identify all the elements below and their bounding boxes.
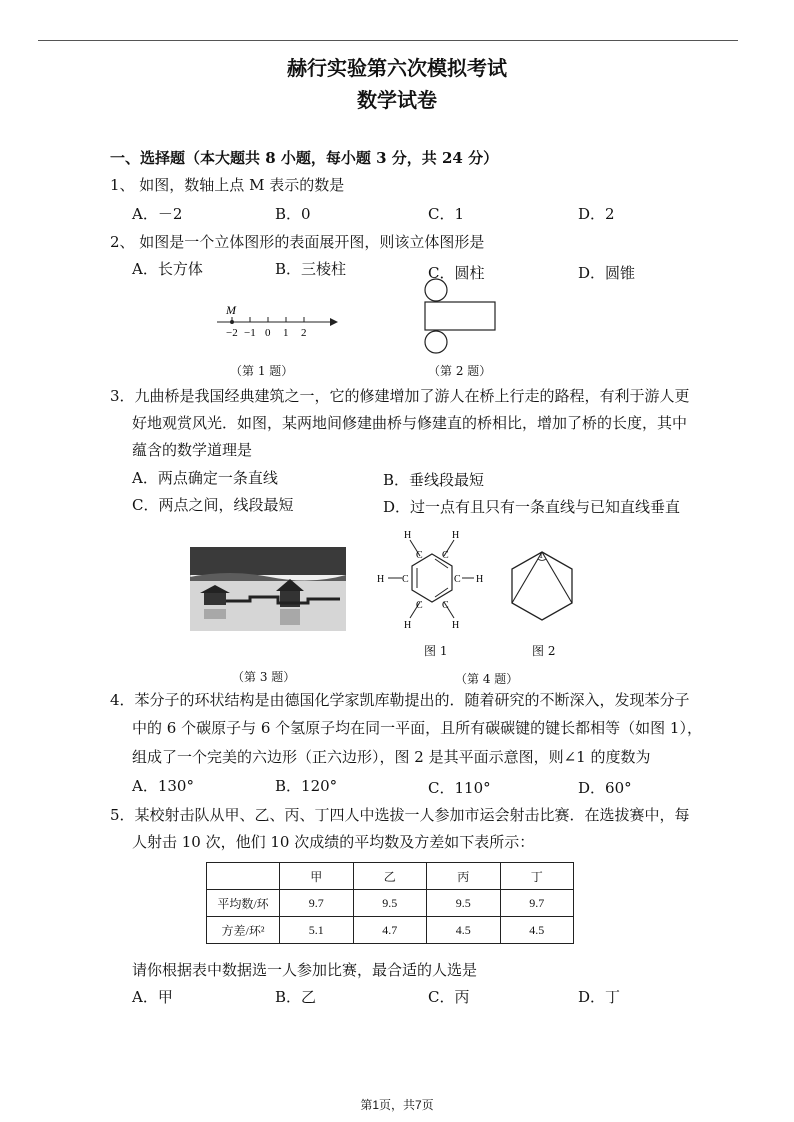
q2-option-b[interactable]: B．三棱柱 xyxy=(275,260,347,278)
table-header-row xyxy=(207,863,574,890)
table-cell: 9.7 xyxy=(500,890,574,917)
question-4-line-1: 4．苯分子的环状结构是由德国化学家凯库勒提出的．随着研究的不断深入，发现苯分子 xyxy=(110,691,690,709)
question-5-line-2: 人射击 10 次，他们 10 次成绩的平均数及方差如下表所示： xyxy=(132,833,535,851)
table-cell: 平均数/环 xyxy=(207,890,280,917)
carbon-label: C xyxy=(442,550,449,561)
lateral-rectangle xyxy=(425,302,495,330)
q2-option-c[interactable]: C．圆柱 xyxy=(428,264,485,282)
table-header-cell: 乙 xyxy=(353,863,427,890)
table-header-cell xyxy=(207,863,280,890)
bridge-photo xyxy=(190,547,346,631)
tick-label: 0 xyxy=(265,327,271,339)
hydrogen-label: H xyxy=(476,574,484,585)
table-cell: 4.5 xyxy=(427,917,501,944)
q2-option-a[interactable]: A．长方体 xyxy=(132,260,203,278)
angle-1-label: 1 xyxy=(539,551,543,560)
point-m xyxy=(230,320,234,324)
table-cell: 方差/环² xyxy=(207,917,280,944)
q2-option-d[interactable]: D．圆锥 xyxy=(578,264,636,282)
question-5-line-1: 5．某校射击队从甲、乙、丙、丁四人中选拔一人参加市运会射击比赛．在选拔赛中，每 xyxy=(110,806,690,824)
top-rule xyxy=(38,40,738,41)
q5-option-c[interactable]: C．丙 xyxy=(428,988,470,1006)
question-4-line-2: 中的 6 个碳原子与 6 个氢原子均在同一平面，且所有碳碳键的键长都相等（如图 1）， xyxy=(132,719,702,737)
hexagon-figure xyxy=(506,548,578,624)
top-circle xyxy=(425,279,447,301)
pavilion-left xyxy=(204,593,226,605)
question-3-line-3: 蕴含的数学道理是 xyxy=(132,441,253,459)
question-5-prompt: 请你根据表中数据选一人参加比赛，最合适的人选是 xyxy=(132,961,478,979)
q4-option-d[interactable]: D．60° xyxy=(578,779,632,797)
regular-hexagon xyxy=(512,552,572,620)
hexagon-diagonal xyxy=(542,552,572,603)
photo-trees xyxy=(190,547,346,575)
table-cell: 9.7 xyxy=(280,890,354,917)
question-2-text: 2、 如图是一个立体图形的表面展开图，则该立体图形是 xyxy=(110,233,485,251)
pavilion-right xyxy=(280,591,300,607)
number-line-arrow xyxy=(330,318,338,326)
q3-option-b[interactable]: B．垂线段最短 xyxy=(383,471,485,489)
q5-option-d[interactable]: D．丁 xyxy=(578,988,621,1006)
tick-label: 1 xyxy=(283,327,289,339)
hydrogen-label: H xyxy=(404,530,412,541)
question-1-text: 1、 如图，数轴上点 M 表示的数是 xyxy=(110,176,345,194)
hydrogen-label: H xyxy=(452,530,460,541)
tick-label: −2 xyxy=(226,327,238,339)
carbon-label: C xyxy=(402,574,409,585)
benzene-ring xyxy=(412,554,452,602)
tick-label: 2 xyxy=(301,327,307,339)
q2-caption: （第 2 题） xyxy=(428,364,492,378)
number-line-figure xyxy=(212,300,342,342)
question-3-line-2: 好地观赏风光．如图，某两地间修建曲桥与修建直的桥相比，增加了桥的长度，其中 xyxy=(132,414,688,432)
carbon-label: C xyxy=(442,600,449,611)
table-cell: 9.5 xyxy=(353,890,427,917)
q1-option-d[interactable]: D．2 xyxy=(578,205,615,223)
table-row xyxy=(207,890,574,917)
hydrogen-label: H xyxy=(404,620,412,631)
page-footer: 第1页，共7页 xyxy=(360,1098,434,1112)
hydrogen-label: H xyxy=(452,620,460,631)
q3-option-d[interactable]: D．过一点有且只有一条直线与已知直线垂直 xyxy=(383,498,681,516)
hexagon-diagonal xyxy=(512,552,542,603)
carbon-label: C xyxy=(454,574,461,585)
q1-option-a[interactable]: A．－2 xyxy=(132,205,183,223)
q3-option-a[interactable]: A．两点确定一条直线 xyxy=(132,469,278,487)
q1-caption: （第 1 题） xyxy=(230,364,294,378)
q1-option-c[interactable]: C．1 xyxy=(428,205,465,223)
table-cell: 5.1 xyxy=(280,917,354,944)
q5-option-a[interactable]: A．甲 xyxy=(132,988,173,1006)
table-cell: 4.7 xyxy=(353,917,427,944)
question-3-line-1: 3．九曲桥是我国经典建筑之一，它的修建增加了游人在桥上行走的路程，有利于游人更 xyxy=(110,387,690,405)
table-cell: 4.5 xyxy=(500,917,574,944)
table-header-cell: 甲 xyxy=(280,863,354,890)
fig1-label: 图 1 xyxy=(424,644,448,658)
scores-table xyxy=(206,862,574,944)
exam-subtitle: 数学试卷 xyxy=(357,88,437,112)
carbon-label: C xyxy=(416,550,423,561)
q4-caption: （第 4 题） xyxy=(455,672,519,686)
q4-option-c[interactable]: C．110° xyxy=(428,779,491,797)
q4-option-a[interactable]: A．130° xyxy=(132,777,194,795)
section-heading: 一、选择题（本大题共 8 小题，每小题 3 分，共 24 分） xyxy=(110,149,499,167)
cylinder-net-figure xyxy=(418,276,500,356)
table-header-cell: 丁 xyxy=(500,863,574,890)
table-row xyxy=(207,917,574,944)
exam-title: 赫行实验第六次模拟考试 xyxy=(287,56,507,80)
point-m-label: M xyxy=(226,303,236,317)
tick-label: −1 xyxy=(244,327,256,339)
table-cell: 9.5 xyxy=(427,890,501,917)
q4-option-b[interactable]: B．120° xyxy=(275,777,338,795)
question-4-line-3: 组成了一个完美的六边形（正六边形），图 2 是其平面示意图，则∠1 的度数为 xyxy=(132,748,651,766)
carbon-label: C xyxy=(416,600,423,611)
benzene-structure-figure xyxy=(374,524,490,636)
fig2-label: 图 2 xyxy=(532,644,556,658)
q1-option-b[interactable]: B．0 xyxy=(275,205,311,223)
q3-caption: （第 3 题） xyxy=(232,670,296,684)
q5-option-b[interactable]: B．乙 xyxy=(275,988,317,1006)
table-header-cell: 丙 xyxy=(427,863,501,890)
bottom-circle xyxy=(425,331,447,353)
hydrogen-label: H xyxy=(377,574,385,585)
q3-option-c[interactable]: C．两点之间，线段最短 xyxy=(132,496,294,514)
